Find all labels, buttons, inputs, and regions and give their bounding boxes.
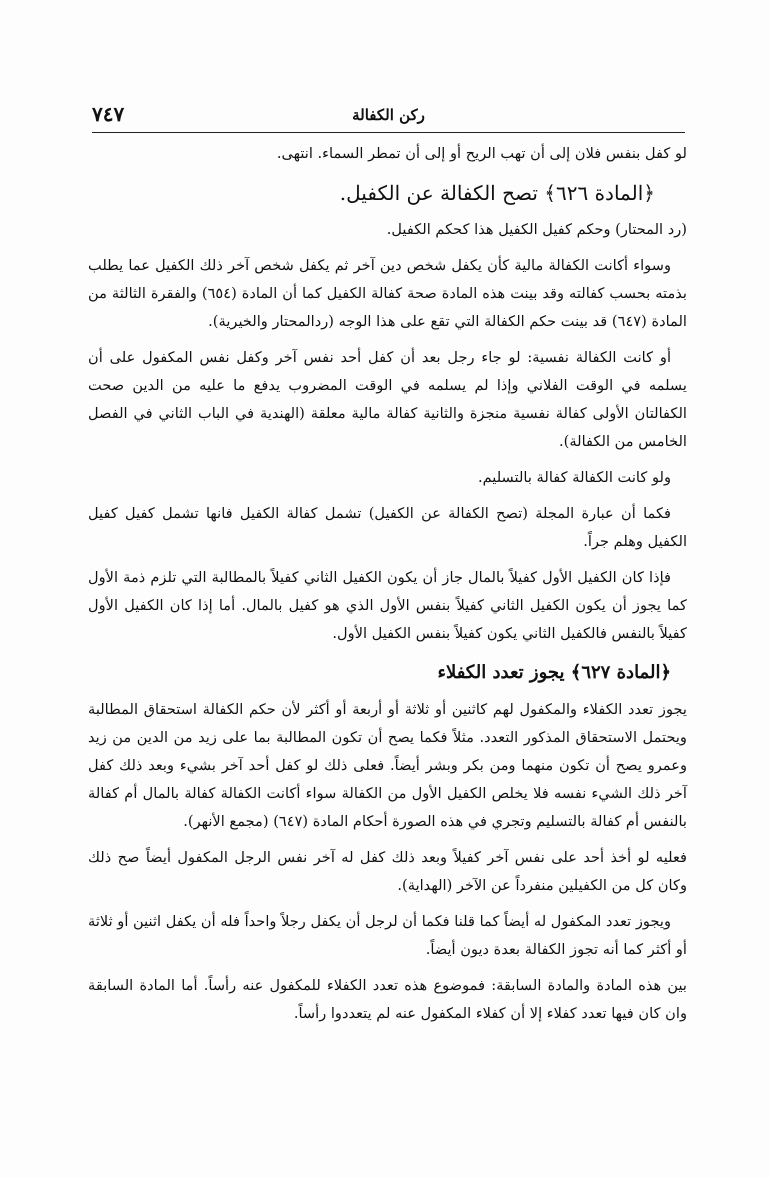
article-heading-627: ﴿المادة ٦٢٧﴾ يجوز تعدد الكفلاء: [437, 662, 671, 683]
paragraph: ولو كانت الكفالة كفالة بالتسليم.: [477, 469, 671, 486]
body-text: [88, 140, 687, 1036]
paragraph: أو كانت الكفالة نفسية: لو جاء رجل بعد أن كفل أحد نفس آخر وكفل نفس المكفول على أن يسلمه في الوقت الفلاني وإذا لم يسلمه في الوقت المضروب يدفع ما عليه من الدين صحت الكفالتان الأولى كفالة نفسية منجزة والثانية كفالة مالية معلقة (الهندية في الباب الثاني في الفصل الخامس من الكفالة).: [88, 349, 687, 450]
paragraph: يجوز تعدد الكفلاء والمكفول لهم كاثنين أو ثلاثة أو أربعة أو أكثر لأن حكم الكفالة استحقاق المطالبة ويحتمل الاستحقاق المذكور التعدد. مثلاً فكما يصح أن تكون المطالبة بما على زيد من الدين من زيد وعمرو يصح أن تكون منهما ومن بكر وبشر أيضاً. فعلى ذلك لو كفل أحد آخر بشيء وبعد ذلك كفل آخر ذلك الشيء نفسه فلا يخلص الكفيل الأول من الكفالة سواء أكانت الكفالة كفالة بالمال أم كفالة بالنفس أم كفالة بالتسليم وتجري في هذه الصورة أحكام المادة (٦٤٧) (مجمع الأنهر).: [88, 701, 687, 830]
paragraph-citation: (رد المحتار) وحكم كفيل الكفيل هذا كحكم الكفيل.: [386, 221, 687, 238]
paragraph: فكما أن عبارة المجلة (تصح الكفالة عن الكفيل) تشمل كفالة الكفيل فانها تشمل كفيل كفيل الكفيل وهلم جراً.: [88, 505, 687, 550]
page-header: [92, 100, 685, 133]
paragraph: بين هذه المادة والمادة السابقة: فموضوع هذه تعدد الكفلاء للمكفول عنه رأساً. أما المادة السابقة وان كان فيها تعدد كفلاء إلا أن كفلاء المكفول عنه لم يتعددوا رأساً.: [88, 977, 687, 1022]
article-heading-626: ﴿المادة ٦٢٦﴾ تصح الكفالة عن الكفيل.: [339, 181, 655, 205]
paragraph: وسواء أكانت الكفالة مالية كأن يكفل شخص دين آخر ثم يكفل شخص آخر ذلك الكفيل عما يطلب بذمته بحسب كفالته وقد بينت هذه المادة صحة كفالة الكفيل كما أن المادة (٦٥٤) والفقرة الثالثة من المادة (٦٤٧) قد بينت حكم الكفالة التي تقع على هذا الوجه (ردالمحتار والخيرية).: [88, 257, 687, 330]
paragraph: فإذا كان الكفيل الأول كفيلاً بالمال جاز أن يكون الكفيل الثاني كفيلاً بالمطالبة التي تلزم ذمة الأول كما يجوز أن يكون الكفيل الثاني كفيلاً بنفس الأول الذي هو كفيل بالمال. أما إذا كان الكفيل الأول كفيلاً بالنفس فالكفيل الثاني يكون كفيلاً بنفس الكفيل الأول.: [88, 569, 687, 642]
paragraph-continuation: لو كفل بنفس فلان إلى أن تهب الريح أو إلى أن تمطر السماء. انتهى.: [276, 145, 687, 162]
paragraph: ويجوز تعدد المكفول له أيضاً كما قلنا فكما أن لرجل أن يكفل رجلاً واحداً فله أن يكفل اثنين أو ثلاثة أو أكثر كما أنه تجوز الكفالة بعدة ديون أيضاً.: [88, 913, 687, 958]
page-number: ٧٤٧: [92, 102, 125, 126]
running-title: ركن الكفالة: [352, 106, 425, 124]
paragraph: فعليه لو أخذ أحد على نفس آخر كفيلاً وبعد ذلك كفل له آخر نفس الرجل المكفول أيضاً صح ذلك وكان كل من الكفيلين منفرداً عن الآخر (الهداية).: [88, 849, 687, 894]
